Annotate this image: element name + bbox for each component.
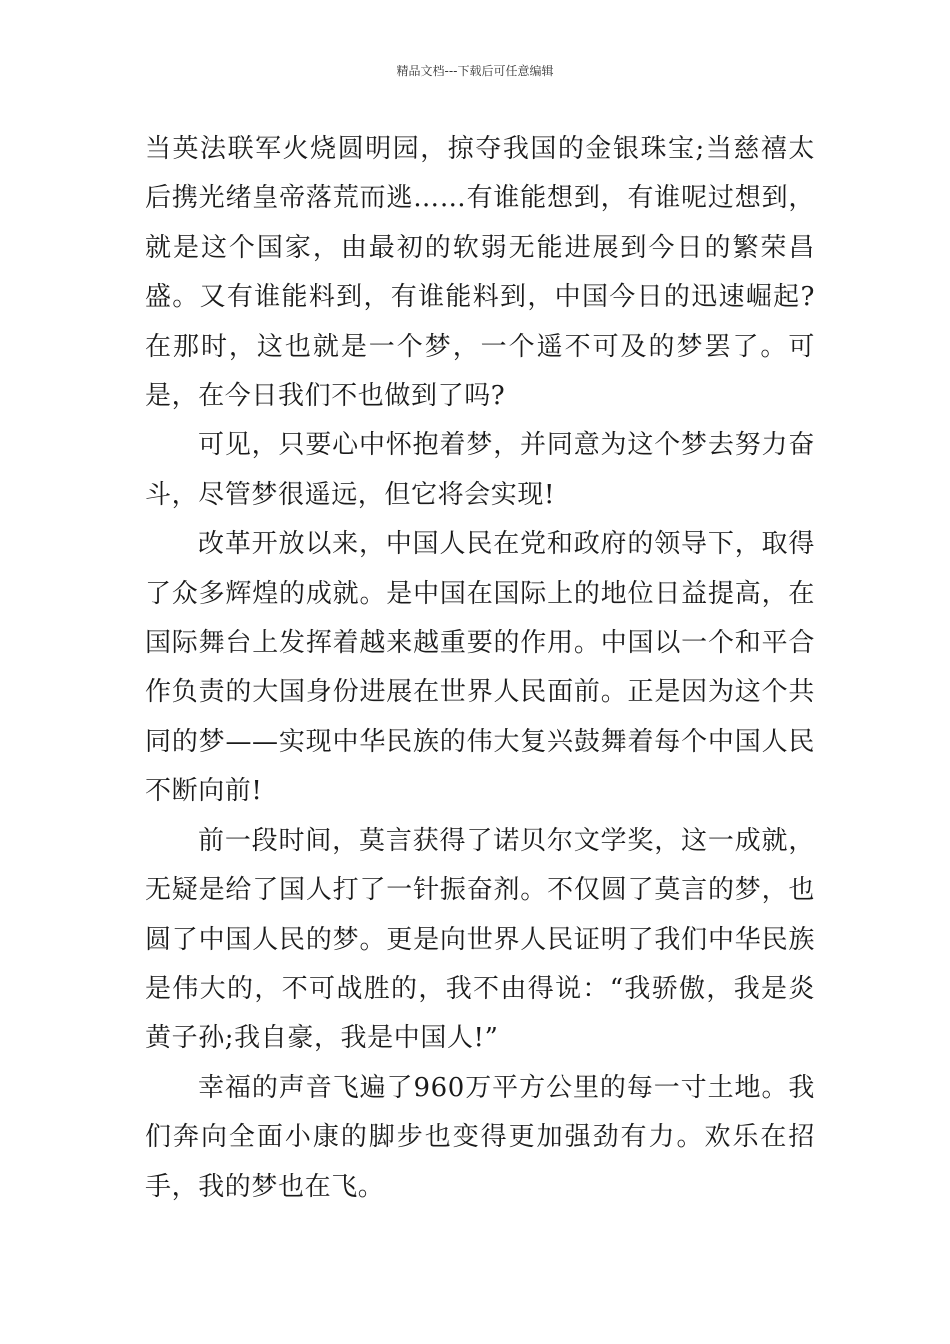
page-header: 精品文档---下载后可任意编辑	[396, 64, 554, 78]
paragraph-1: 当英法联军火烧圆明园，掠夺我国的金银珠宝;当慈禧太后携光绪皇帝落荒而逃……有谁能想到，有谁呢过想到，就是这个国家，由最初的软弱无能进展到今日的繁荣昌盛。又有谁能料到，有谁能料到，中国今日的迅速崛起?在那时，这也就是一个梦，一个遥不可及的梦罢了。可是，在今日我们不也做到了吗?	[145, 134, 815, 412]
paragraph-4: 前一段时间，莫言获得了诺贝尔文学奖，这一成就，无疑是给了国人打了一针振奋剂。不仅圆了莫言的梦，也圆了中国人民的梦。更是向世界人民证明了我们中华民族是伟大的，不可战胜的，我不由得说：“我骄傲，我是炎黄子孙;我自豪，我是中国人!”	[145, 825, 815, 1054]
paragraph-2: 可见，只要心中怀抱着梦，并同意为这个梦去努力奋斗，尽管梦很遥远，但它将会实现!	[145, 430, 815, 510]
paragraph-5: 幸福的声音飞遍了960万平方公里的每一寸土地。我们奔向全面小康的脚步也变得更加强劲有力。欢乐在招手，我的梦也在飞。	[145, 1072, 815, 1202]
paragraph-3: 改革开放以来，中国人民在党和政府的领导下，取得了众多辉煌的成就。是中国在国际上的地位日益提高，在国际舞台上发挥着越来越重要的作用。中国以一个和平合作负责的大国身份进展在世界人民面前。正是因为这个共同的梦——实现中华民族的伟大复兴鼓舞着每个中国人民不断向前!	[145, 529, 815, 807]
document-body	[145, 125, 815, 1212]
